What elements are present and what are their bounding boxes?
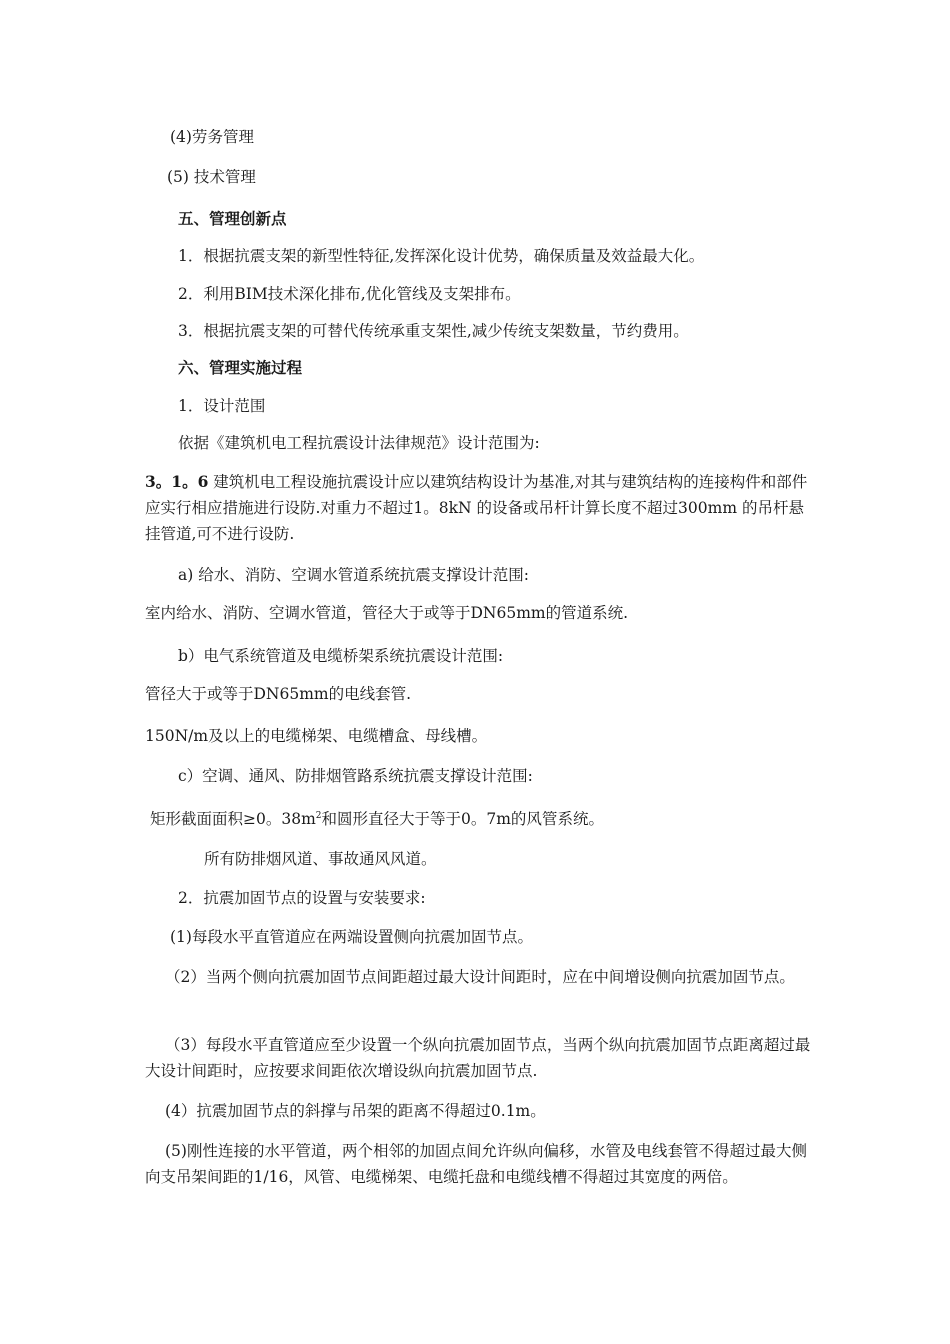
superscript-2: 2 [315,810,322,821]
scope-c-title: c）空调、通风、防排烟管路系统抗震支撑设计范围: [178,767,533,785]
requirement-5: (5)刚性连接的水平管道，两个相邻的加固点间允许纵向偏移，水管及电线套管不得超过最大侧向支吊架间距的1/16，风管、电缆梯架、电缆托盘和电缆线槽不得超过其宽度的两倍。 [145,1142,807,1186]
clause-3-1-6 [145,469,813,547]
scope-b-text-2: 150N/m及以上的电缆梯架、电缆槽盒、母线槽。 [145,727,488,745]
clause-text: 建筑机电工程设施抗震设计应以建筑结构设计为基准,对其与建筑结构的连接构件和部件应实行相应措施进行设防.对重力不超过1。8kN 的设备或吊杆计算长度不超过300mm 的吊杆悬挂管道,可不进行设防. [145,473,808,543]
scope-b-title: b）电气系统管道及电缆桥架系统抗震设计范围: [178,647,504,665]
clause-number: 3。1。6 [145,472,209,491]
requirement-3: （3）每段水平直管道应至少设置一个纵向抗震加固节点，当两个纵向抗震加固节点距离超过最大设计间距时，应按要求间距依次增设纵向抗震加固节点. [145,1036,811,1080]
paragraph-labor-management: (4)劳务管理 [170,128,254,146]
scope-c-text-1-rest: 和圆形直径大于等于0。7m的风管系统。 [321,810,604,828]
innovation-item-3: 3．根据抗震支架的可替代传统承重支架性,减少传统支架数量，节约费用。 [178,322,689,340]
requirement-1: (1)每段水平直管道应在两端设置侧向抗震加固节点。 [170,928,533,946]
scope-a-title: a) 给水、消防、空调水管道系统抗震支撑设计范围: [178,566,529,584]
scope-b-text-1: 管径大于或等于DN65mm的电线套管. [145,685,412,703]
scope-c-text-1-main: 矩形截面面积≥0。38m [150,810,316,828]
section-heading-implementation: 六、管理实施过程 [178,359,303,377]
scope-c-text-1 [150,806,604,832]
requirement-2: （2）当两个侧向抗震加固节点间距超过最大设计间距时，应在中间增设侧向抗震加固节点。 [165,968,795,986]
scope-a-text: 室内给水、消防、空调水管道，管径大于或等于DN65mm的管道系统. [145,604,629,622]
scope-c-text-2: 所有防排烟风道、事故通风风道。 [204,850,437,868]
design-scope-intro: 依据《建筑机电工程抗震设计法律规范》设计范围为: [178,434,540,452]
section-heading-innovation: 五、管理创新点 [178,210,287,228]
innovation-item-1: 1．根据抗震支架的新型性特征,发挥深化设计优势，确保质量及效益最大化。 [178,247,705,265]
subsection-node-requirements: 2．抗震加固节点的设置与安装要求: [178,889,426,907]
innovation-item-2: 2．利用BIM技术深化排布,优化管线及支架排布。 [178,285,521,303]
requirement-4: (4）抗震加固节点的斜撑与吊架的距离不得超过0.1m。 [165,1102,546,1120]
paragraph-technical-management: (5) 技术管理 [167,168,256,186]
subsection-design-scope: 1．设计范围 [178,397,266,415]
